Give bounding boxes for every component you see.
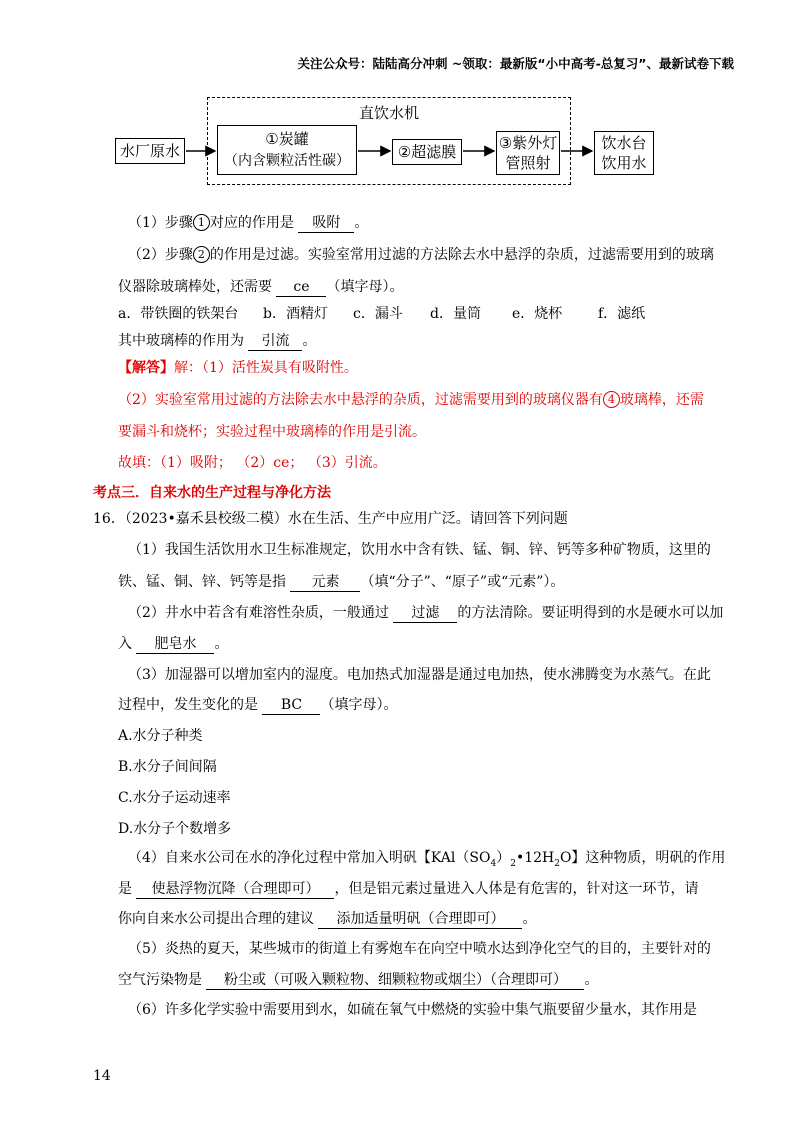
q15-part2: （2）步骤 2 的作用是过滤。实验室常用过滤的方法除去水中悬浮的杂质，过滤需要用到的玻璃 <box>128 247 714 263</box>
answer-blank: 肥皂水 <box>136 636 214 654</box>
option-a: a．带铁圈的铁架台 <box>118 306 239 322</box>
q16-part2: （2）井水中若含有难溶性杂质，一般通过 过滤 的方法清除。要证明得到的水是硬水可以加 <box>128 605 724 621</box>
option-d: D.水分子个数增多 <box>118 821 232 837</box>
page-header: 关注公众号：陆陆高分冲刺 ~领取：最新版“小中高考-总复习”、最新试卷下载 <box>297 56 734 71</box>
option-b: b．酒精灯 <box>263 306 328 322</box>
q16-part3: （3）加湿器可以增加室内的湿度。电加热式加湿器是通过电加热，使水沸腾变为水蒸气。在此 <box>128 667 711 683</box>
output-line2: 饮用水 <box>601 154 647 172</box>
answer-blank: 使悬浮物沉降（合理即可） <box>136 881 334 899</box>
q15-options <box>118 304 678 324</box>
option-c: c．漏斗 <box>353 306 403 322</box>
step3-line2: 管照射 <box>505 154 551 172</box>
solution-line-2: （2）实验室常用过滤的方法除去水中悬浮的杂质，过滤需要用到的玻璃仪器有 4 玻璃棒，还需 <box>118 392 704 408</box>
option-b: B.水分子间间隔 <box>118 759 217 775</box>
answer-blank: 吸附 <box>298 215 354 233</box>
q16-part4-cont2: 你向自来水公司提出合理的建议 添加适量明矾（合理即可） 。 <box>118 911 537 927</box>
circled-number: 2 <box>193 246 210 263</box>
option-a: A.水分子种类 <box>118 728 203 744</box>
solution-line-1: 【解答】解：（1）活性炭具有吸附性。 <box>118 360 358 376</box>
q16-part5: （5）炎热的夏天，某些城市的街道上有雾炮车在向空中喷水达到净化空气的目的，主要针对的 <box>128 941 711 957</box>
q16-part3-cont: 过程中，发生变化的是 BC （填字母）。 <box>118 697 398 713</box>
answer-blank: 粉尘或（可吸入颗粒物、细颗粒物或烟尘）（合理即可） <box>206 972 584 990</box>
option-e: e．烧杯 <box>512 306 563 322</box>
option-f: f．滤纸 <box>598 306 646 322</box>
answer-blank: BC <box>262 697 320 715</box>
q16-part4-cont: 是 使悬浮物沉降（合理即可） ，但是铝元素过量进入人体是有危害的，针对这一环节，请 <box>118 881 699 897</box>
output-line1: 饮水台 <box>601 134 647 152</box>
step2-label: ②超滤膜 <box>397 143 457 161</box>
q15-part3: 其中玻璃棒的作用为 引流 。 <box>118 333 317 349</box>
q16-part5-cont: 空气污染物是 粉尘或（可吸入颗粒物、细颗粒物或烟尘）（合理即可） 。 <box>118 972 599 988</box>
machine-title: 直饮水机 <box>359 104 420 122</box>
option-d: d．量筒 <box>430 306 481 322</box>
q16-part4: （4）自来水公司在水的净化过程中常加入明矾【$KAl(SO_4)_2•12H_2O$】这种物质，明矾的作用 <box>128 850 726 869</box>
step1-line2: （内含颗粒活性碳） <box>224 153 350 169</box>
q16-part2-cont: 入 肥皂水 。 <box>118 636 229 652</box>
solution-line-3: 要漏斗和烧杯；实验过程中玻璃棒的作用是引流。 <box>118 424 426 440</box>
answer-blank: ce <box>276 279 326 297</box>
option-c: C.水分子运动速率 <box>118 790 231 806</box>
q15-part1: （1）步骤 1 对应的作用是 吸附 。 <box>128 215 369 231</box>
diagram-arrows <box>0 0 800 200</box>
q16-part6: （6）许多化学实验中需要用到水，如硫在氧气中燃烧的实验中集气瓶要留少量水，其作用是 <box>128 1002 697 1018</box>
circled-number: 4 <box>603 391 620 408</box>
answer-blank: 元素 <box>290 574 360 592</box>
q16-part1: （1）我国生活饮用水卫生标准规定，饮用水中含有铁、锰、铜、锌、钙等多种矿物质，这里的 <box>128 542 711 558</box>
step1-line1: ①炭罐 <box>265 130 309 148</box>
answer-blank: 过滤 <box>393 605 457 623</box>
solution-summary: 故填：（1）吸附； （2）ce； （3）引流。 <box>118 455 387 471</box>
source-label: 水厂原水 <box>119 142 180 160</box>
q16-stem: 16．（2023•嘉禾县校级二模）水在生活、生产中应用广泛。请回答下列问题 <box>93 511 568 527</box>
page-number: 14 <box>93 1068 111 1084</box>
section-heading: 考点三．自来水的生产过程与净化方法 <box>93 485 331 501</box>
q16-part1-cont: 铁、锰、铜、锌、钙等是指 元素 （填“分子”、“原子”或“元素”）。 <box>118 574 565 590</box>
answer-blank: 引流 <box>248 333 302 351</box>
step3-line1: ③紫外灯 <box>498 134 558 152</box>
circled-number: 1 <box>193 214 210 231</box>
q15-part2-cont: 仪器除玻璃棒处，还需要 ce （填字母）。 <box>118 279 404 295</box>
answer-blank: 添加适量明矾（合理即可） <box>318 911 522 929</box>
